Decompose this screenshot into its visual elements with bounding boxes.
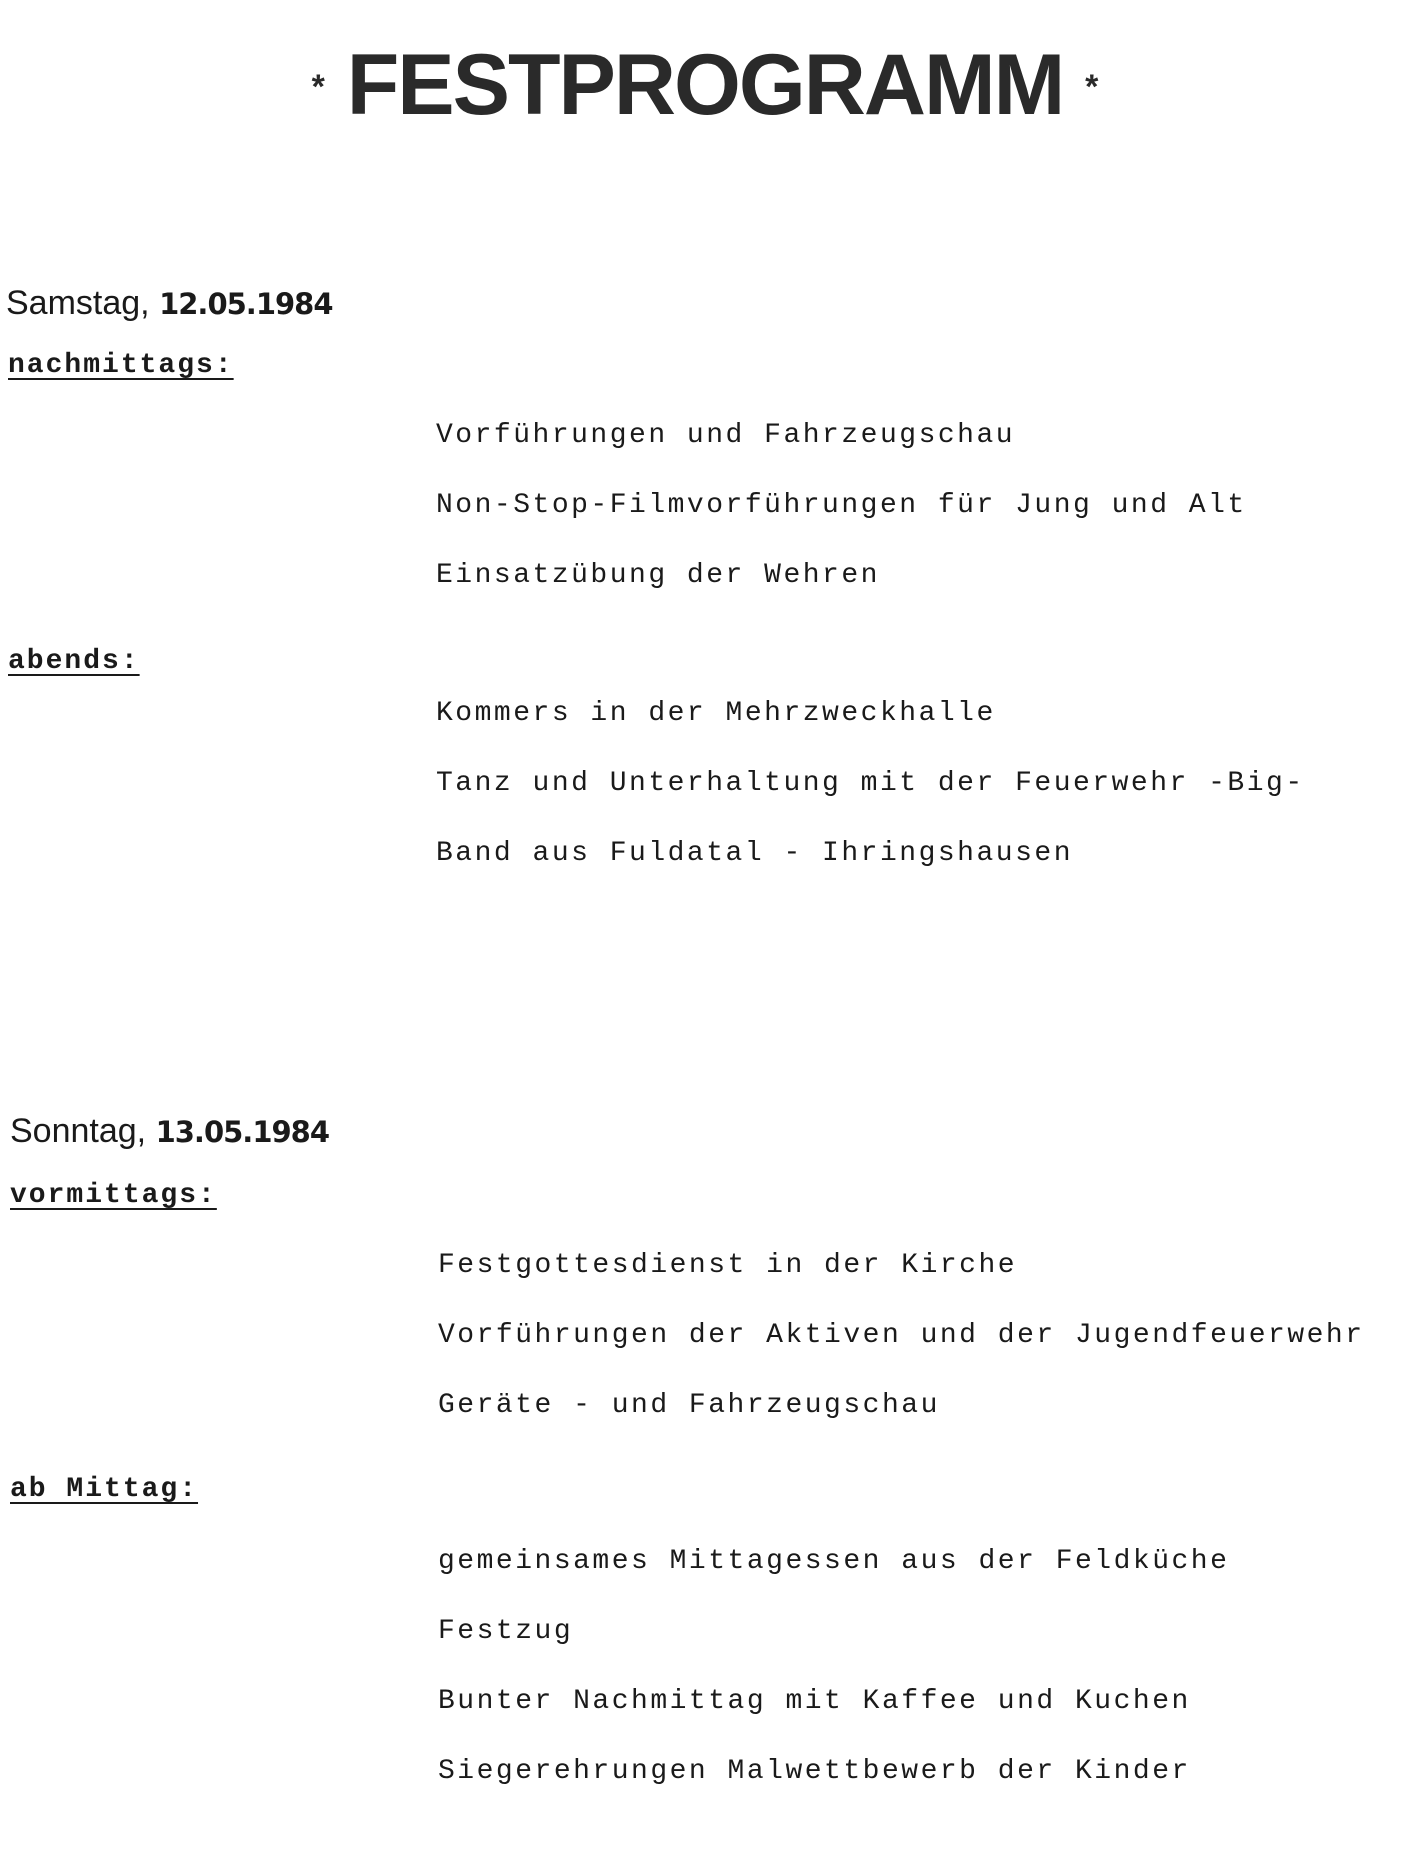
entry-text: Festzug — [438, 1616, 574, 1647]
section-label-ab-mittag: ab Mittag: — [10, 1474, 199, 1505]
title-text: FESTPROGRAMM — [346, 37, 1064, 133]
day-name: Sonntag, — [10, 1112, 147, 1150]
entry-text: Einsatzübung der Wehren — [436, 560, 880, 591]
entry-text: Siegerehrungen Malwettbewerb der Kinder — [438, 1756, 1191, 1787]
day-date: 12.05.1984 — [159, 287, 333, 321]
star-left-icon: * — [311, 68, 325, 107]
entry-text: Vorführungen der Aktiven und der Jugendfeuerwehr — [438, 1320, 1365, 1351]
section-label-nachmittags: nachmittags: — [8, 350, 234, 381]
entry-text: Band aus Fuldatal - Ihringshausen — [436, 838, 1073, 869]
section-label-abends: abends: — [8, 646, 140, 677]
day-name: Samstag, — [6, 284, 150, 322]
entry-text: gemeinsames Mittagessen aus der Feldküche — [438, 1546, 1230, 1577]
day-heading-sunday — [10, 1114, 329, 1148]
entry-text: Vorführungen und Fahrzeugschau — [436, 420, 1016, 451]
star-right-icon: * — [1085, 68, 1099, 107]
entry-text: Non-Stop-Filmvorführungen für Jung und Alt — [436, 490, 1247, 521]
entry-text: Kommers in der Mehrzweckhalle — [436, 698, 996, 729]
entry-text: Tanz und Unterhaltung mit der Feuerwehr -Big- — [436, 768, 1305, 799]
page-title — [0, 37, 1410, 133]
entry-text: Geräte - und Fahrzeugschau — [438, 1390, 940, 1421]
section-label-vormittags: vormittags: — [10, 1180, 217, 1211]
entry-text: Bunter Nachmittag mit Kaffee und Kuchen — [438, 1686, 1191, 1717]
day-heading-saturday — [6, 286, 333, 320]
day-date: 13.05.1984 — [155, 1115, 330, 1149]
entry-text: Festgottesdienst in der Kirche — [438, 1250, 1018, 1281]
